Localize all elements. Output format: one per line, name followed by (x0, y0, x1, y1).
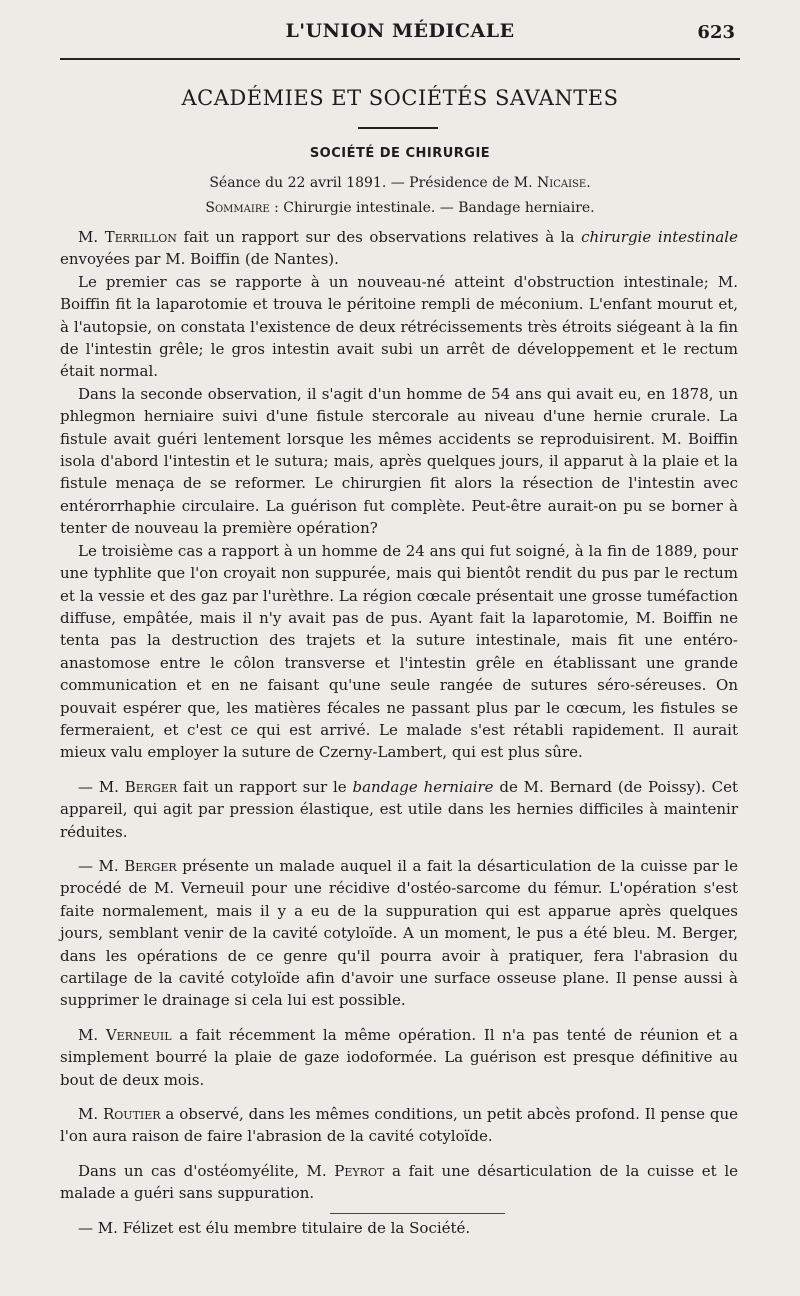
author-berger-2: Berger (124, 856, 177, 875)
paragraph-verneuil: M. Verneuil a fait récemment la même opération. Il n'a pas tenté de réunion et a simplement bourré la plaie de gaze iodoformée. La guérison est presque définitive au bout de deux mois. (60, 1025, 738, 1089)
paragraph-routier: M. Routier a observé, dans les mêmes conditions, un petit abcès profond. Il pense que l'on aura raison de faire l'abrasion de la cavité cotyloïde. (60, 1105, 738, 1146)
page-number: 623 (697, 22, 735, 43)
paragraph-third-case: Le troisième cas a rapport à un homme de 24 ans qui fut soigné, à la fin de 1889, pour une typhlite que l'on croyait non suppurée, mais qui bientôt rendit du pus par le rectum et la vessie et des gaz par l'urèthre. La région cœcale présentait une grosse tuméfaction diffuse, empâtée, mais il n'y avait pas de pus. Ayant fait la laparotomie, M. Boiffin ne tenta pas la destruction des trajets et la suture intestinale, mais fit une entéro-anastomose entre le côlon transverse et l'intestin grêle en établissant une grande communication et en ne faisant qu'une seule rangée de sutures séro-séreuses. On pouvait espérer que, les matières fécales ne passant plus par le cœcum, les fistules se fermeraient, et c'est ce qui est arrivé. Le malade s'est rétabli rapidement. Il aurait mieux valu employer la suture de Czerny-Lambert, qui est plus sûre. (60, 541, 738, 762)
summary-text: : Chirurgie intestinale. — Bandage herniaire. (269, 200, 595, 216)
session-line (0, 175, 800, 191)
summary-line (0, 200, 800, 216)
society-title: SOCIÉTÉ DE CHIRURGIE (309, 146, 491, 161)
author-terrillon: M. Terrillon (78, 228, 177, 246)
summary-label: Sommaire (205, 200, 270, 216)
author-peyrot: Peyrot (334, 1161, 385, 1180)
paragraph-peyrot: Dans un cas d'ostéomyélite, M. Peyrot a fait une désarticulation de la cuisse et le malade a guéri sans suppuration. (60, 1161, 738, 1203)
header-rule (60, 58, 740, 60)
session-president: Nicaise (537, 175, 587, 191)
article-body (60, 226, 738, 1239)
session-president-suffix: . (586, 175, 591, 191)
session-date: Séance du 22 avril 1891. — Présidence de M. (209, 175, 533, 191)
paragraph-second-case: Dans la seconde observation, il s'agit d'un homme de 54 ans qui avait eu, en 1878, un phlegmon herniaire suivi d'une fistule stercorale au niveau d'une hernie crurale. La fistule avait guéri lentement lorsque les mêmes accidents se reproduisirent. M. Boiffin isola d'abord l'intestin et le sutura; mais, après quelques jours, il apparut à la plaie et la fistule menaça de se reformer. Le chirurgien fit alors la résection de l'intestin avec entérorrhaphie circulaire. La guérison fut complète. Peut-être aurait-on pu se borner à tenter de nouveau la première opération? (60, 384, 738, 538)
author-berger: Berger (124, 777, 178, 796)
paragraph-berger-patient: — M. Berger présente un malade auquel il a fait la désarticulation de la cuisse par le procédé de M. Verneuil pour une récidive d'ostéo-sarcome du fémur. L'opération s'est faite normalement, mais il y a eu de la suppuration qui est apparue après quelques jours, semblant venir de la cavité cotyloïde. A un moment, le pus a été bleu. M. Berger, dans les opérations de ce genre qu'il pourra avoir à pratiquer, fera l'abrasion du cartilage de la cavité cotyloïde afin d'avoir une surface osseuse plane. Il pense aussi à supprimer le drainage si cela lui est possible. (60, 856, 739, 1010)
footer-rule (330, 1213, 505, 1214)
paragraph-berger-report: — M. Berger fait un rapport sur le bandage herniaire de M. Bernard (de Poissy). Cet appareil, qui agit par pression élastique, est utile dans les hernies difficiles à maintenir réduites. (60, 777, 739, 841)
paragraph-terrillon-report: M. Terrillon fait un rapport sur des observations relatives à la chirurgie intestinale envoyées par M. Boiffin (de Nantes). (60, 228, 738, 269)
section-rule (358, 127, 438, 129)
paragraph-felizet: — M. Félizet est élu membre titulaire de la Société. (78, 1218, 471, 1237)
author-routier: Routier (103, 1105, 161, 1124)
section-title: ACADÉMIES ET SOCIÉTÉS SAVANTES (181, 86, 619, 110)
paragraph-first-case: Le premier cas se rapporte à un nouveau-né atteint d'obstruction intestinale; M. Boiffin fit la laparotomie et trouva le péritoine rempli de méconium. L'enfant mourut et, à l'autopsie, on constata l'existence de deux rétrécissements très étroits siégeant à la fin de l'intestin grêle; le gros intestin avait subi un arrêt de développement et le rectum était normal. (60, 272, 738, 381)
running-header-title: L'UNION MÉDICALE (285, 20, 515, 42)
author-verneuil: Verneuil (105, 1025, 172, 1044)
